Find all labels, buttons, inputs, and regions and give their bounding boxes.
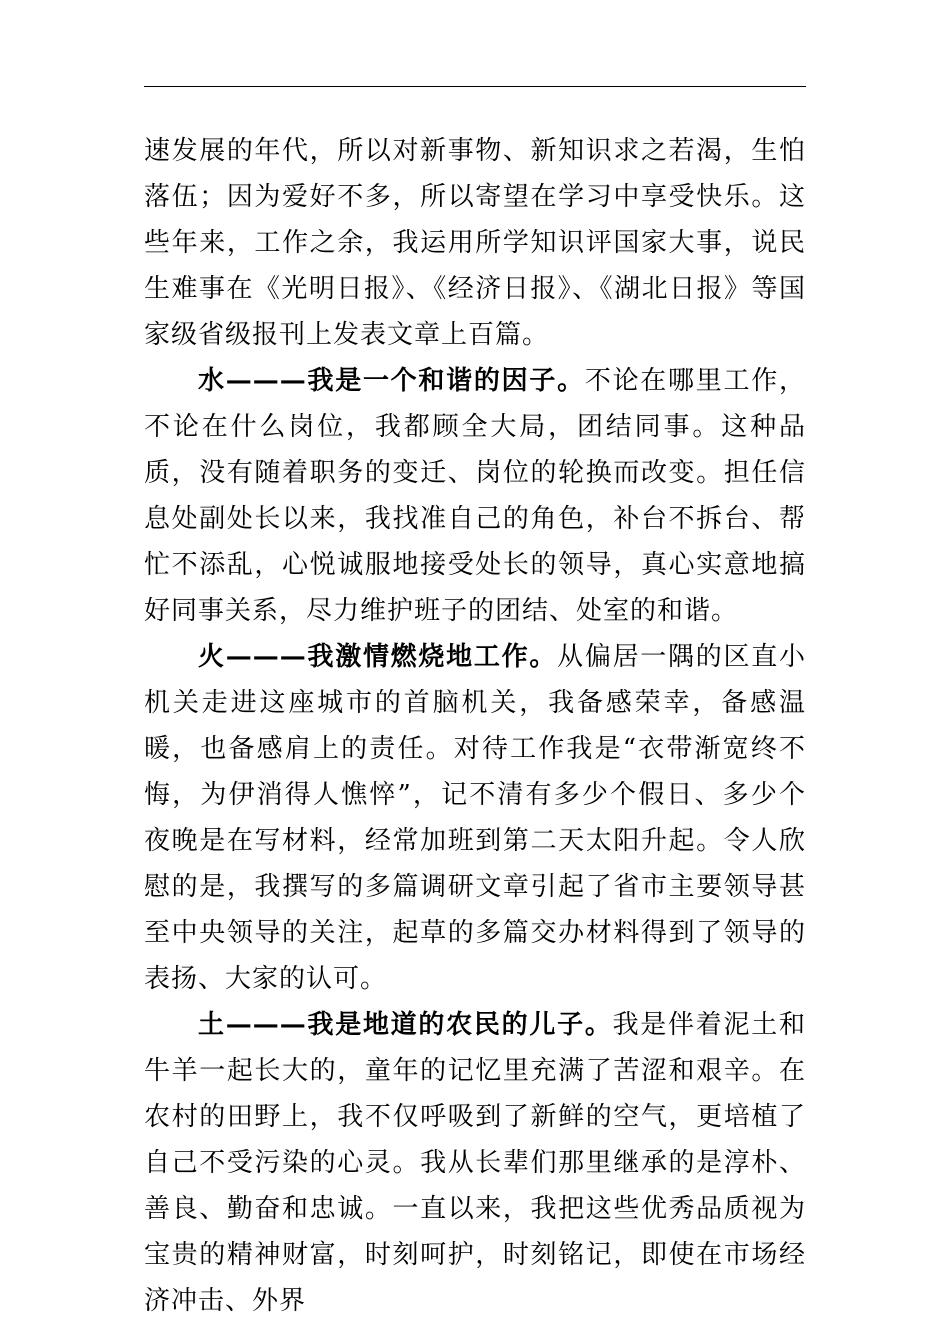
paragraph-lead-heading: 火———我激情燃烧地工作。 (198, 642, 558, 672)
paragraph-fire (144, 634, 806, 1002)
header-rule (144, 86, 806, 87)
paragraph-text: 从偏居一隅的区直小机关走进这座城市的首脑机关，我备感荣幸，备感温暖，也备感肩上的责任。对待工作我是“衣带渐宽终不悔，为伊消得人憔悴”，记不清有多少个假日、多少个夜晚是在写材料，经常加班到第二天太阳升起。令人欣慰的是，我撰写的多篇调研文章引起了省市主要领导甚至中央领导的关注，起草的多篇交办材料得到了领导的表扬、大家的认可。 (144, 642, 806, 994)
paragraph-earth (144, 1002, 806, 1324)
paragraph-lead-heading: 水———我是一个和谐的因子。 (198, 366, 585, 396)
paragraph-lead-heading: 土———我是地道的农民的儿子。 (198, 1010, 613, 1040)
paragraph-text: 速发展的年代，所以对新事物、新知识求之若渴，生怕落伍；因为爱好不多，所以寄望在学习中享受快乐。这些年来，工作之余，我运用所学知识评国家大事，说民生难事在《光明日报》、《经济日报》、《湖北日报》等国家级省级报刊上发表文章上百篇。 (144, 136, 806, 350)
document-body (144, 128, 806, 1324)
paragraph-text: 不论在哪里工作，不论在什么岗位，我都顾全大局，团结同事。这种品质，没有随着职务的变迁、岗位的轮换而改变。担任信息处副处长以来，我找准自己的角色，补台不拆台、帮忙不添乱，心悦诚服地接受处长的领导，真心实意地搞好同事关系，尽力维护班子的团结、处室的和谐。 (144, 366, 806, 626)
paragraph-text: 我是伴着泥土和牛羊一起长大的，童年的记忆里充满了苦涩和艰辛。在农村的田野上，我不仅呼吸到了新鲜的空气，更培植了自己不受污染的心灵。我从长辈们那里继承的是淳朴、善良、勤奋和忠诚。一直以来，我把这些优秀品质视为宝贵的精神财富，时刻呵护，时刻铭记，即使在市场经济冲击、外界 (144, 1010, 806, 1316)
paragraph-continuation (144, 128, 806, 358)
paragraph-water (144, 358, 806, 634)
